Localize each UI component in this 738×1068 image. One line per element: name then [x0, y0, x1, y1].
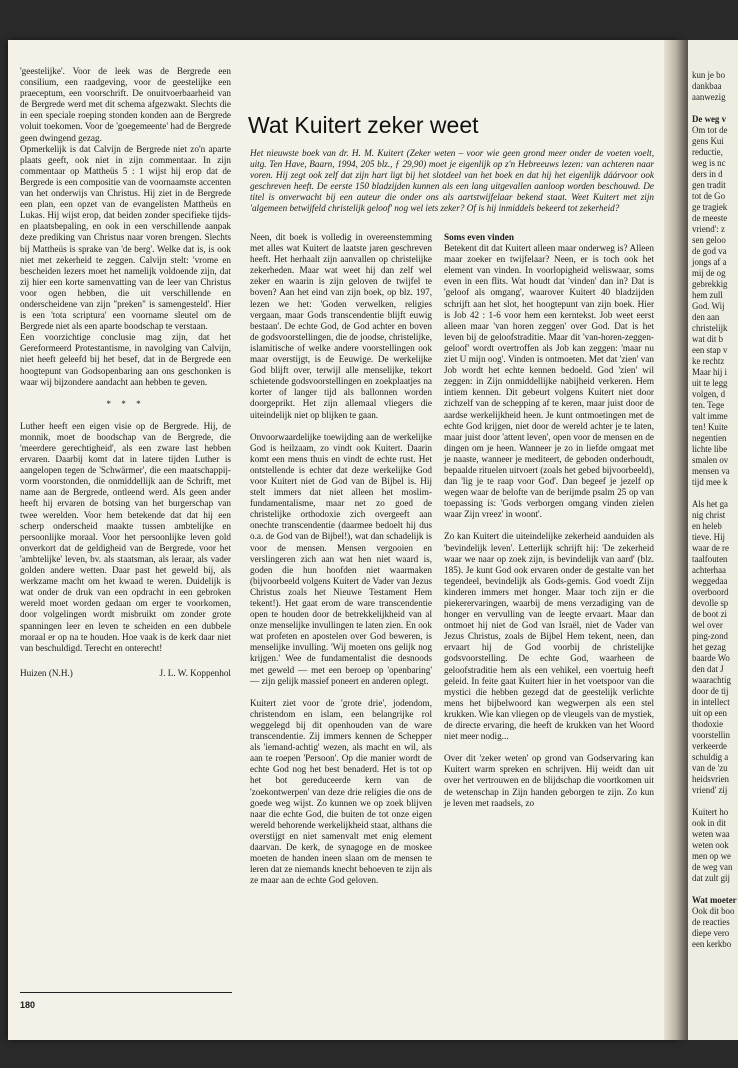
text-line: verkeerde: [692, 741, 727, 751]
text-line: den aan: [692, 312, 720, 322]
text-line: weten ook: [692, 840, 729, 850]
text-line: de god va: [692, 246, 727, 256]
text-line: ke rechtz: [692, 356, 725, 366]
text-line: tot de Go: [692, 191, 726, 201]
text-line: voorstellin: [692, 730, 730, 740]
text-line: een stap v: [692, 345, 728, 355]
page-number: 180: [20, 1000, 36, 1010]
text-line: hem zull: [692, 290, 723, 300]
text-line: mij de og: [692, 268, 726, 278]
text-line: gebrekkig: [692, 279, 728, 289]
text-line: taalfouten: [692, 554, 728, 564]
text-line: Ook dit boo: [692, 906, 735, 916]
left-column: [20, 66, 231, 679]
text-line: ping-zond: [692, 631, 728, 641]
signature-place: Huizen (N.H.): [20, 667, 73, 678]
text-line: de reacties: [692, 917, 730, 927]
text-line: Om tot de: [692, 125, 728, 135]
text-line: de weg van: [692, 862, 733, 872]
text-line: gens Kui: [692, 136, 724, 146]
text-line: thodoxie: [692, 719, 724, 729]
section-heading: Wat moeter: [692, 895, 737, 905]
text-line: in intellect: [692, 697, 730, 707]
text-line: uit op een: [692, 708, 727, 718]
text-line: sen geloo: [692, 235, 726, 245]
text-line: wel over: [692, 620, 723, 630]
text-line: tijd mee k: [692, 477, 728, 487]
article-column-1: [250, 232, 432, 886]
text-line: overboord: [692, 587, 729, 597]
text-line: van de 'zu: [692, 763, 728, 773]
text-line: negentien: [692, 433, 727, 443]
text-line: Kuitert ho: [692, 807, 729, 817]
text-line: lichte libe: [692, 444, 728, 454]
subheading: Soms even vinden: [444, 232, 514, 242]
paragraph: Neen, dit boek is volledig in overeenstemming met alles wat Kuitert de laatste jaren geschreven heeft. Het herhaalt zijn aanvallen op christelijke zekerheden. Maar wat weet hij dan zelf wel zeker en waarin is zijn geloven de twijfel te boven? Aan het eind van zijn boek, op blz. 197, lezen we het: 'Goden verwelken, religies vergaan, maar Gods transcendentie blijft euwig bestaan'. De echte God, de God achter en boven de godsvoorstellingen, die de joodse, christelijke, islamitische of welke andere voorstellingen ook maar overstijgt, is de Eeuwige. De werkelijke God blijft over, terwijl alle menselijke, tekort schietende godsvoorstellingen en zoekplaatjes na korter of langer tijd als ballonnen worden doorgeprikt. Het zijn allemaal vliegers die uiteindelijk niet op blijken te gaan.: [250, 232, 432, 420]
article-title: Wat Kuitert zeker weet: [248, 112, 479, 138]
footer-rule: [20, 992, 232, 993]
text-line: weg is nc: [692, 158, 726, 168]
text-line: waarachtig: [692, 675, 731, 685]
text-line: schuldig a: [692, 752, 729, 762]
text-line: tieve. Hij: [692, 532, 726, 542]
text-line: reductie,: [692, 147, 723, 157]
text-line: dat zult gij: [692, 873, 730, 883]
text-line: kun je bo: [692, 70, 726, 80]
right-page-fragment: [692, 70, 738, 950]
text-line: wat dit b: [692, 334, 724, 344]
text-line: ge tragiek: [692, 202, 728, 212]
paragraph: Luther heeft een eigen visie op de Bergrede. Hij, de monnik, moet de boodschap van de Bergrede, die 'meerdere gerechtigheid', als een zware last hebben ervaren. Daarbij komt dat in latere tijden Luther is aangelopen tegen de 'Schwärmer', die een maatschappij-vorm voorstonden, die onmiddellijk aan de Schrift, met name aan de Bergrede, ontleend werd. Als geen ander heeft hij ervaren de botsing van het burgerschap van twee werelden. Voor hem betekende dat dat hij een scherp onderscheid maakte tussen ambtelijke en persoonlijke moraal. Voor het persoonlijke leven gold onverkort dat de geldigheid van de Bergrede, voor het 'ambtelijke' leven, bv. als staatsman, als leraar, als vader golden andere wetten. Daar past het geweld bij, als werkzame macht om het kwaad te weren. Duidelijk is wat onder de druk van een opdracht in een gebroken wereld moet worden gedaan om erger te voorkomen, door volgelingen wordt misbruikt om zonder grote spanningen leer en leven te scheiden en een dubbele moraal er op na te houden. Hoe vaak is de kerk daar niet van beschuldigd. Terecht en onterecht!: [20, 420, 231, 653]
right-page: [688, 40, 738, 1040]
text-line: mensen va: [692, 466, 730, 476]
text-line: christelijk: [692, 323, 728, 333]
paragraph: Opmerkelijk is dat Calvijn de Bergrede niet zo'n aparte plaats geeft, ook niet in zijn commentaar. In zijn commentaar op Mattheüs 5 : 1 wijst hij erop dat de Bergrede is een compositie van de voornaamste accenten van het onderwijs van Christus. Hij ziet in de Bergrede een plan, een opzet van de evangelisten Mattheüs en Lukas. Hij wijst erop, dat beiden zonder specifieke tijds- en plaatsbepaling, en ook in een verschillende aanpak deze prediking van Christus naar voren brengen. Slechts bij Mattheüs is sprake van 'de berg'. Welke dat is, is ook niet met zekerheid te zeggen. Calvijn stelt: 'vrome en bescheiden lezers moet het namelijk voldoende zijn, dat zij hier een korte samenvatting van de leer van Christus voor ogen hebben, die uit verschillende en onderscheidene van zijn "preken" is samengesteld'. Hier is een 'tota scriptura' een voorname sleutel om de Bergrede niet als een aparte boodschap te verstaan.: [20, 143, 231, 332]
text-line: nig christ: [692, 510, 726, 520]
paragraph: Onvoorwaardelijke toewijding aan de werkelijke God is heilzaam, zo vindt ook Kuitert. Daarin komt een mens thuis en vindt de echte rust. Het ontstellende is echter dat deze werkelijke God voor Kuitert niet de God van de Bijbel is. Hij stelt immers dat niet alleen het moslim-fundamentalisme, maar net zo goed de christelijke orthodoxie zich overgeeft aan onechte transcendentie (daarmee bedoelt hij dus o.a. de God van de Bijbel!), wat dan schadelijk is voor de mensen. Mensen vergooien en verslingeren zich aan wat hen niet waard is, goden die hun hoofden niet waarmaken (bijvoorbeeld volgens Kuitert de Vader van Jezus Christus zoals het Nieuwe Testament Hem tekent!). Het gaat erom de ware transcendentie open te houden door de betrekkelijkheid van al onze menselijke invullingen te laten zien. En ook wat profeten en apostelen over God beweren, is menselijke invulling. 'Wij moeten ons gelijk nog krijgen.' Wee de fundamentalist die desnoods met geweld — met een beroep op 'openbaring' — zijn gelijk massief poneert en anderen oplegt.: [250, 431, 432, 686]
text-line: ook in dit: [692, 818, 727, 828]
text-line: jongs af a: [692, 257, 727, 267]
text-line: den dat J: [692, 664, 724, 674]
paragraph: Over dit 'zeker weten' op grond van Godservaring kan Kuitert warm spreken en schrijven. Hij weidt dan uit over het vertrouwen en de blijdschap die voortkomen uit de wetenschap in Zijn handen geborgen te zijn. Zo kun je leven met raadsels, zo: [444, 753, 654, 808]
paragraph: Een voorzichtige conclusie mag zijn, dat het Gereformeerd Protestantisme, in navolging van Calvijn, niet heeft geleefd bij het besef, dat in de Bergrede een hoogtepunt van Godsopenbaring aan ons geschonken is waar wij bijzondere aandacht aan hebben te geven.: [20, 332, 231, 387]
signature-line: [20, 668, 231, 679]
text-line: volgen, d: [692, 389, 726, 399]
paragraph: Kuitert ziet voor de 'grote drie', jodendom, christendom en islam, een belangrijke rol weggelegd bij dit openhouden van de ware transcendentie. Zij immers kennen de Schepper als 'iemand-achtig' wezen, als macht en wil, als aan te roepen 'Persoon'. Op die manier wordt de echte God nog het best benaderd. Het is tot op het bot gereduceerde kern van de 'zoekontwerpen' van deze drie religies die ons de goede weg wijst. Zo kunnen we op zoek blijven naar die echte God, die buiten de tot onze eigen wereld behorende werkelijkheid staat, althans die overstijgt en niet samenvalt met enig element daarvan. De kerk, de synagoge en de moskee moeten de handen ineen slaan om de mensen te leren dat ze niemands knecht behoeven te zijn als ze maar aan de echte God geloven.: [250, 697, 432, 886]
text-line: waar de re: [692, 543, 729, 553]
paragraph: 'geestelijke'. Voor de leek was de Bergrede een consilium, een raadgeving, voor de geestelijke een praeceptum, een voorschrift. De onuitvoerbaarheid van de Bergrede werd met dit schema afgezwakt. Slechts die in een speciale roeping stonden konden aan de Bergrede voluit toekomen. Voor de 'goegemeente' had de Bergrede geen dwingend gezag.: [20, 66, 231, 143]
text-line: en heleb: [692, 521, 722, 531]
text-line: devolle sp: [692, 598, 729, 608]
text-line: achterhaa: [692, 565, 726, 575]
text-line: het gezag: [692, 642, 726, 652]
text-line: valt imme: [692, 411, 728, 421]
text-line: aanwezig: [692, 92, 726, 102]
text-line: gen tradit: [692, 180, 726, 190]
text-line: vriend' zij: [692, 785, 728, 795]
text-line: uit te legg: [692, 378, 728, 388]
text-line: een kerkbo: [692, 939, 732, 949]
text-line: diepe vero: [692, 928, 730, 938]
text-line: ten! Kuite: [692, 422, 728, 432]
text-line: de meeste: [692, 213, 728, 223]
text-line: Als het ga: [692, 499, 728, 509]
text-line: ders in d: [692, 169, 723, 179]
text-line: baarde Wo: [692, 653, 730, 663]
article-intro: Het nieuwste boek van dr. H. M. Kuitert (Zeker weten – voor wie geen grond meer onder de voeten voelt, uitg. Ten Have, Baarn, 1994, 205 blz., ƒ 29,90) moet je eigenlijk op z'n Hebreeuws lezen: van achteren naar voren. Hij zegt ook zelf dat zijn hart ligt bij het slotdeel van het boek en dat hij het eigenlijk dáárvoor ook geschreven heeft. De eerste 150 bladzijden kunnen als een lang uitgevallen aanloop worden beschouwd. De titel is onverwacht bij een auteur die onder ons als aartstwijfelaar bekend staat. Weet Kuitert met zijn 'algemeen betwijfeld christelijk geloof' nog wel iets zeker? Of is hij inmiddels bekeerd tot zekerheid?: [250, 148, 654, 214]
section-separator: * * *: [106, 398, 145, 409]
text-line: ten. Tege: [692, 400, 725, 410]
paragraph: Zo kan Kuitert die uiteindelijke zekerheid aanduiden als 'bevindelijk leven'. Letterlijk schrijft hij: 'De zekerheid waar we naar op zoek zijn, is bevindelijk van aard' (blz. 185). Je kunt God ook ervaren onder de gestalte van het tegendeel, bevindelijk als Gods-gemis. God voedt Zijn kinderen immers met honger. Maar toch zijn er die piekerervaringen, waarbij de mens verzadiging van de honger en vervulling van de leegte ervaart. Maar dan ontmoet hij niet de God van Israël, niet de Vader van Jezus Christus, zoals de Bijbel Hem tekent, neen, dan ervaart hij de God voorbij de christelijke godsvoorstelling. De echte God, waarheen de geloofstraditie hem als een vehikel, een voertuig heeft geleid. In feite gaat Kuitert hier in het voetspoor van die mystici die hebben gezegd dat de geestelijk verlichte mens het bijbelwoord kan wegwerpen als een stel krukken. Wie kan vliegen op de vleugels van de mystiek, de directe ervaring, die heeft de krukken van het Woord niet meer nodig...: [444, 531, 654, 742]
text-line: smalen ov: [692, 455, 729, 465]
text-line: weten waa: [692, 829, 730, 839]
text-line: dankbaa: [692, 81, 722, 91]
text-line: men op we: [692, 851, 731, 861]
text-line: God. Wij: [692, 301, 725, 311]
text-line: door de tij: [692, 686, 729, 696]
text-line: Maar hij i: [692, 367, 727, 377]
text-line: heidsvrien: [692, 774, 729, 784]
text-line: weggedaa: [692, 576, 728, 586]
signature-author: J. L. W. Koppenhol: [159, 667, 231, 678]
section-heading: De weg v: [692, 114, 727, 124]
text-line: vriend': z: [692, 224, 725, 234]
text-line: de boot zi: [692, 609, 727, 619]
article-column-2: [444, 232, 654, 809]
paragraph: Betekent dit dat Kuitert alleen maar onderweg is? Alleen maar zoeker en twijfelaar? Neen, er is toch ook het element van vinden. In voorlopigheid weliswaar, soms even in een flits. Wat houdt dat 'vinden' dan in? Dat is 'geloof als omgang', waarover Kuitert 40 bladzijden schrijft aan het slot, het hoogtepunt van zijn boek. Hier is Job 42 : 1-6 voor hem een kerntekst. Job weet eerst alleen maar 'van horen zeggen' over God. Dat is het leven bij de geloofstraditie. Maar dit 'van-horen-zeggen-geloof' wordt overtroffen als Job kan zeggen: 'maar nu ziet U mijn oog'. Vinden is ontmoeten. Met dat 'zien' van Job wordt het echte kennen bedoeld. God 'zien' wil zeggen: in Zijn onmiddellijke nabijheid verkeren. Hem intiem kennen. Dit gebeurt volgens Kuitert niet door zichzelf van de schepping af te keren, maar juist door de aardse werkelijkheid heen. Je kunt ontmoetingen met de echte God krijgen, niet door de wereld achter je te laten, maar juist door 'attent leven', open voor de mensen en de dingen om je heen. Wanneer je zo in liefde omgaat met je naaste, wanneer je mediteert, de geboden onderhoudt, bepaalde rituelen uitvoert (zoals het gebed bijvoorbeeld), dan 'lig je te raap voor God'. Dan begeef je jezelf op wegen waar de belofte van de berijmde psalm 25 op van toepassing is: 'Gods verborgen omgang vinden zielen waar Zijn vreez' in woont'.: [444, 243, 654, 520]
